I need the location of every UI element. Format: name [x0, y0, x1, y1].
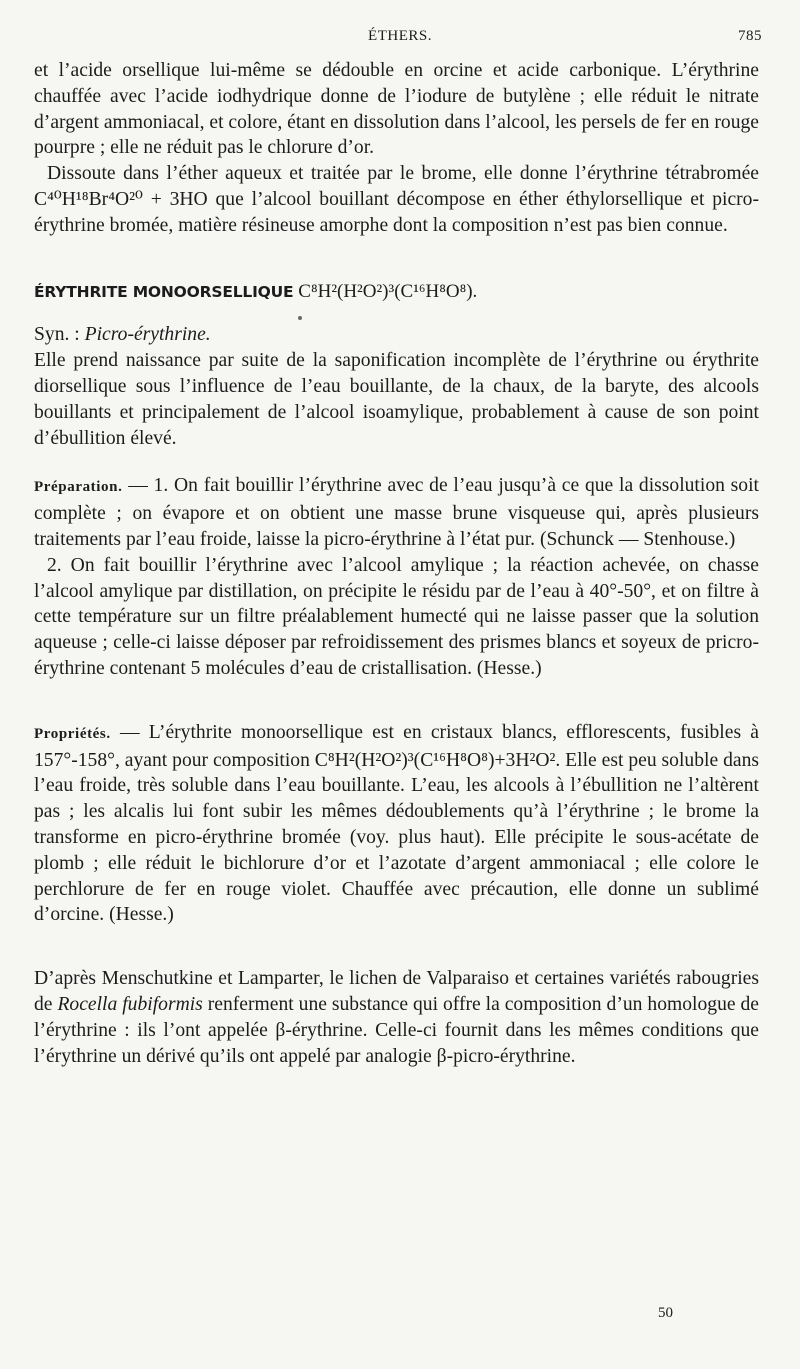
- paragraph-formation: Elle prend naissance par suite de la saponification incomplète de l’érythrine ou érythrite diorsellique sous l’influence de l’eau bouillante, de la chaux, de la baryte, des alcools bouillants et principalement de l’alcool isoamylique, probablement à cause de son point d’ébullition élevé.: [34, 350, 759, 449]
- closing-text-start: D’après Menschutkine et Lamparter, le lichen de Valparaiso et certaines variétés rabougries de: [34, 968, 759, 1015]
- decorative-dot: [298, 316, 302, 320]
- running-title: ÉTHERS.: [368, 28, 432, 44]
- closing-species-name: Rocella fubiformis: [57, 993, 203, 1015]
- synonym-line: [34, 322, 759, 348]
- preparation-label: Préparation.: [34, 479, 123, 496]
- section-formula: C⁸H²(H²O²)³(C¹⁶H⁸O⁸).: [298, 280, 478, 302]
- synonym-label: Syn. :: [34, 324, 80, 346]
- running-head: [34, 28, 766, 50]
- closing-paragraph: [34, 966, 759, 1069]
- preparation-method-2: 2. On fait bouillir l’érythrine avec l’alcool amylique ; la réaction achevée, on chasse l’alcool amylique par distillation, on précipite le résidu par de l’eau à 40°-50°, et on filtre à cette température sur un filtre préalablement humecté qui ne laisse passer que la solution aqueuse ; celle-ci laisse déposer par refroidissement des prismes blancs et soyeux de pricro-érythrine contenant 5 molécules d’eau de cristallisation. (Hesse.): [34, 554, 759, 679]
- closing-text-end: renferment une substance qui offre la composition d’un homologue de l’érythrine : ils l’ont appelée β-érythrine. Celle-ci fournit dans les mêmes conditions que l’érythrine un dérivé qu’ils ont appelé par analogie β-picro-érythrine.: [34, 993, 760, 1067]
- body-text: [34, 58, 759, 1069]
- properties-text: — L’érythrite monoorsellique est en cristaux blancs, efflorescents, fusibles à 157°-158°, ayant pour composition C⁸H²(H²O²)³(C¹⁶H⁸O⁸)+3H²O². Elle est peu soluble dans l’eau froide, très soluble dans l’eau bouillante. L’eau, les alcools à l’ébullition ne l’altèrent pas ; les alcalis lui font subir les mêmes dédoublements qu’à l’érythrine ; le brome la transforme en picro-érythrine bromée (voy. plus haut). Elle précipite le sous-acétate de plomb ; elle réduit le bichlorure d’or et l’azotate d’argent ammoniacal ; elle colore le perchlorure de fer en rouge violet. Chauffée avec précaution, elle donne un sublimé d’orcine. (Hesse.): [34, 721, 759, 926]
- paragraph-orsellic-acid: et l’acide orsellique lui-même se dédouble en orcine et acide carbonique. L’érythrine chauffée avec l’acide iodhydrique donne de l’iodure de butylène ; elle réduit le nitrate d’argent ammoniacal, et colore, étant en dissolution dans l’alcool, les persels de fer en rouge pourpre ; elle ne réduit pas le chlorure d’or.: [34, 60, 759, 159]
- page-number: 785: [738, 28, 762, 44]
- properties-label: Propriétés.: [34, 725, 111, 742]
- paragraph-bromination: Dissoute dans l’éther aqueux et traitée par le brome, elle donne l’érythrine tétrabromée C⁴⁰H¹⁸Br⁴O²⁰ + 3HO que l’alcool bouillant décompose en éther éthylorsellique et picro-érythrine bromée, matière résineuse amorphe dont la composition n’est pas bien connue.: [34, 163, 759, 236]
- preparation-method-1: — 1. On fait bouillir l’érythrine avec de l’eau jusqu’à ce que la dissolution soit complète ; on évapore et on obtient une masse brune visqueuse qui, après plusieurs traitements par l’eau froide, laisse la picro-érythrine à l’état pur. (Schunck — Stenhouse.): [34, 475, 759, 550]
- section-title: ÉRYTHRITE MONOORSELLIQUE: [34, 282, 294, 301]
- section-heading: [34, 279, 759, 306]
- preparation-paragraph: [34, 473, 759, 552]
- synonym-value: Picro-érythrine.: [84, 324, 211, 346]
- signature-mark: 50: [658, 1305, 673, 1321]
- properties-paragraph: [34, 720, 759, 928]
